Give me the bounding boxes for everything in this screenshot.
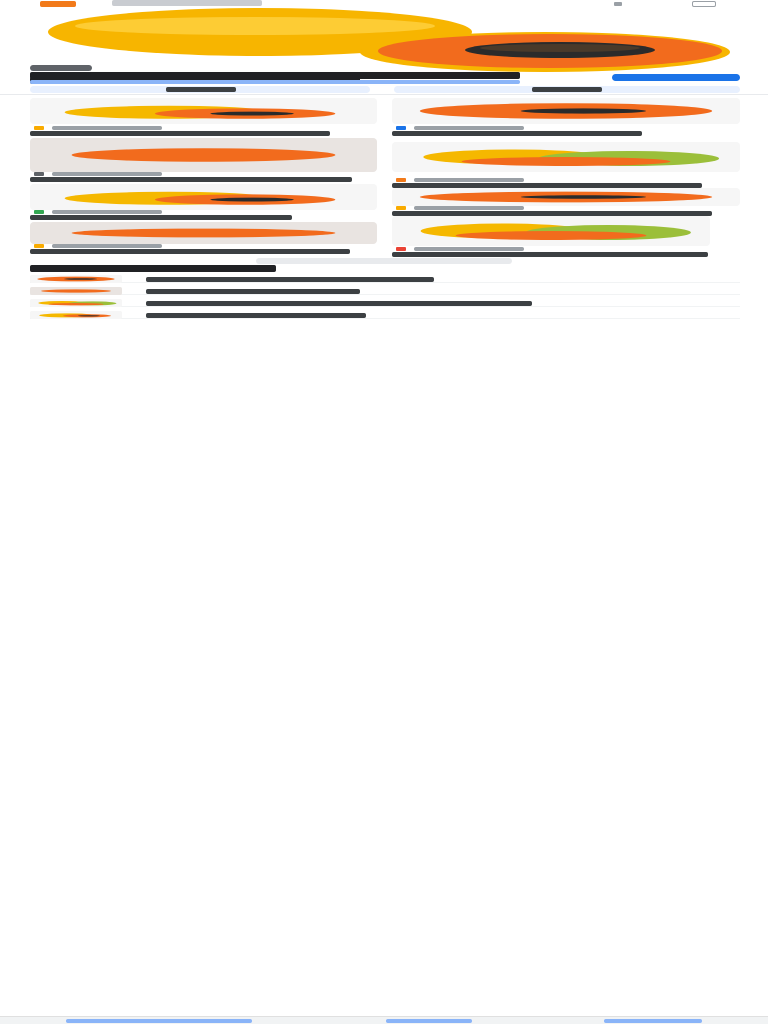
related-search-text (146, 301, 532, 306)
result-card[interactable] (30, 138, 377, 184)
papaya-image-icon[interactable] (392, 188, 740, 206)
papaya-image-icon[interactable] (392, 98, 740, 124)
share-icon (166, 87, 236, 92)
site-favicon-icon (396, 126, 406, 130)
visit-button[interactable] (612, 74, 740, 81)
site-favicon-icon (396, 206, 406, 210)
related-search-item[interactable] (30, 299, 740, 307)
papaya-image-icon (40, 6, 730, 72)
result-card[interactable] (392, 98, 740, 138)
result-title[interactable] (392, 252, 708, 257)
papaya-image-icon (30, 275, 122, 283)
site-favicon-icon (34, 244, 44, 248)
site-favicon-icon (34, 172, 44, 176)
result-card[interactable] (30, 222, 377, 256)
result-title[interactable] (30, 215, 292, 220)
result-source (30, 172, 377, 176)
result-source (30, 210, 377, 214)
result-title[interactable] (392, 131, 642, 136)
papaya-image-icon[interactable] (392, 142, 740, 172)
result-source (30, 244, 377, 248)
result-title[interactable] (30, 249, 350, 254)
result-source (392, 247, 710, 251)
result-source (392, 178, 740, 182)
help-link[interactable] (386, 1019, 472, 1023)
papaya-image-icon (30, 299, 122, 307)
related-searches-heading (30, 265, 276, 272)
site-favicon-icon (34, 126, 44, 130)
related-search-text (146, 289, 360, 294)
action-row (30, 86, 740, 93)
result-source-name (52, 210, 162, 214)
result-source-name (52, 172, 162, 176)
site-favicon-icon (34, 210, 44, 214)
related-search-text (146, 313, 366, 318)
result-card[interactable] (392, 188, 740, 218)
papaya-image-icon (30, 287, 122, 295)
result-source-name (414, 247, 524, 251)
related-search-text (146, 277, 434, 282)
send-feedback-link[interactable] (66, 1019, 252, 1023)
result-source-name (52, 244, 162, 248)
divider (0, 94, 768, 95)
result-card[interactable] (392, 216, 710, 259)
papaya-image-icon[interactable] (30, 222, 377, 244)
papaya-image-icon[interactable] (30, 138, 377, 172)
result-source-name (52, 126, 162, 130)
result-title[interactable] (30, 177, 352, 182)
result-source (30, 126, 377, 130)
papaya-image-icon[interactable] (30, 98, 377, 124)
result-title[interactable] (30, 131, 330, 136)
source-chip[interactable] (30, 65, 92, 71)
saved-link[interactable] (604, 1019, 702, 1023)
footer (0, 1016, 768, 1024)
result-source (392, 206, 740, 210)
share-button[interactable] (30, 86, 370, 93)
result-card[interactable] (30, 184, 377, 222)
result-source-name (414, 126, 524, 130)
image-subtitle (30, 80, 520, 84)
result-source-name (414, 178, 524, 182)
related-search-item[interactable] (30, 275, 740, 283)
related-search-item[interactable] (30, 311, 740, 319)
result-source (392, 126, 740, 130)
hero-image[interactable] (40, 6, 730, 72)
site-favicon-icon (396, 178, 406, 182)
site-favicon-icon (396, 247, 406, 251)
result-card[interactable] (392, 142, 740, 190)
save-button[interactable] (394, 86, 740, 93)
result-card[interactable] (30, 98, 377, 138)
bookmark-icon (532, 87, 602, 92)
papaya-image-icon[interactable] (392, 216, 710, 246)
result-source-name (414, 206, 524, 210)
papaya-image-icon (30, 311, 122, 319)
papaya-image-icon[interactable] (30, 184, 377, 210)
show-more-button[interactable] (256, 258, 512, 264)
related-search-item[interactable] (30, 287, 740, 295)
